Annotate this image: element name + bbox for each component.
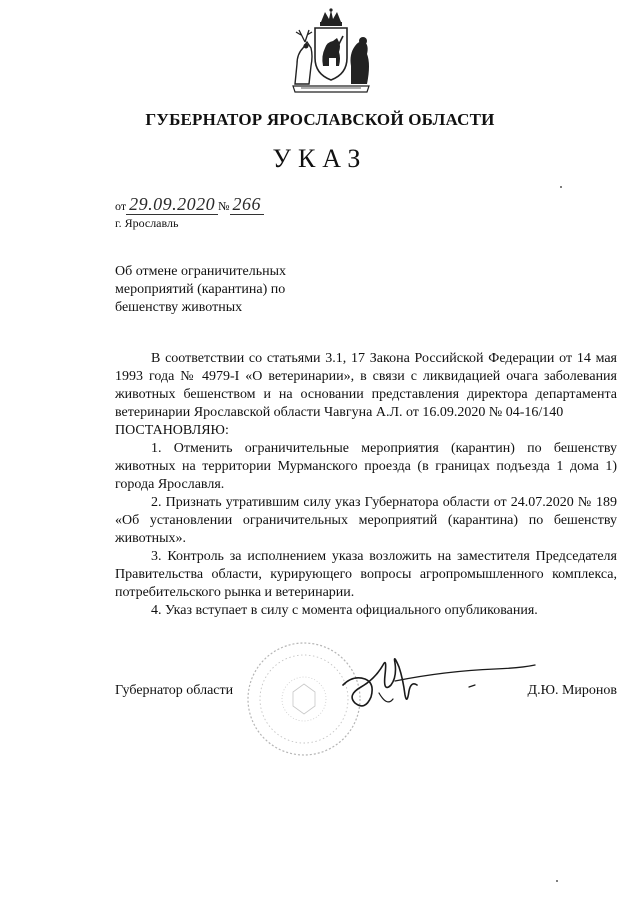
signatory-name: Д.Ю. Миронов	[527, 683, 617, 698]
date-prefix: от	[115, 199, 127, 213]
signature-block	[115, 683, 617, 703]
coat-of-arms-emblem	[287, 8, 375, 94]
document-body	[115, 350, 617, 620]
number-underline	[230, 196, 265, 215]
handwritten-number: 266	[232, 194, 262, 214]
handwritten-date: 29.09.2020	[129, 194, 216, 214]
subject-line: Об отмене ограничительных	[115, 264, 287, 279]
scan-speck	[560, 186, 562, 188]
issuing-authority: ГУБЕРНАТОР ЯРОСЛАВСКОЙ ОБЛАСТИ	[145, 110, 495, 129]
signatory-position: Губернатор области	[115, 683, 234, 698]
subject-line: бешенству животных	[115, 300, 243, 315]
resolve-heading: ПОСТАНОВЛЯЮ:	[115, 423, 229, 438]
decree-item: 2. Признать утратившим силу указ Губернатора области от 24.07.2020 № 189 «Об установлении ограничительных мероприятий (карантина) по бешенству животных».	[115, 495, 617, 546]
document-meta	[115, 196, 264, 231]
preamble-paragraph: В соответствии со статьями 3.1, 17 Закона Российской Федерации от 14 мая 1993 года № 4979-I «О ветеринарии», в связи с ликвидацией очага заболевания животных бешенством и на основании представления директора департамента ветеринарии Ярославской области Чавгуна А.Л. от 16.09.2020 № 04-16/140	[115, 351, 617, 420]
decree-item: 1. Отменить ограничительные мероприятия (карантин) по бешенству животных на территории Мурманского проезда (в границах подъезда 1 дома 1) города Ярославля.	[115, 441, 617, 492]
decree-item: 4. Указ вступает в силу с момента официального опубликования.	[151, 603, 538, 618]
crown-icon	[320, 8, 342, 26]
document-type-title: УКАЗ	[272, 144, 368, 173]
number-prefix: №	[218, 199, 230, 213]
date-number-line	[115, 196, 264, 215]
stag-icon	[295, 30, 312, 84]
document-subject	[115, 263, 325, 317]
scan-speck	[556, 880, 558, 882]
city: г. Ярославль	[115, 216, 179, 230]
subject-line: мероприятий (карантина) по	[115, 282, 286, 297]
bear-icon	[351, 37, 370, 84]
date-underline	[126, 196, 218, 215]
decree-item: 3. Контроль за исполнением указа возложить на заместителя Председателя Правительства области, курирующего вопросы агропромышленного комплекса, потребительского рынка и ветеринарии.	[115, 549, 617, 600]
